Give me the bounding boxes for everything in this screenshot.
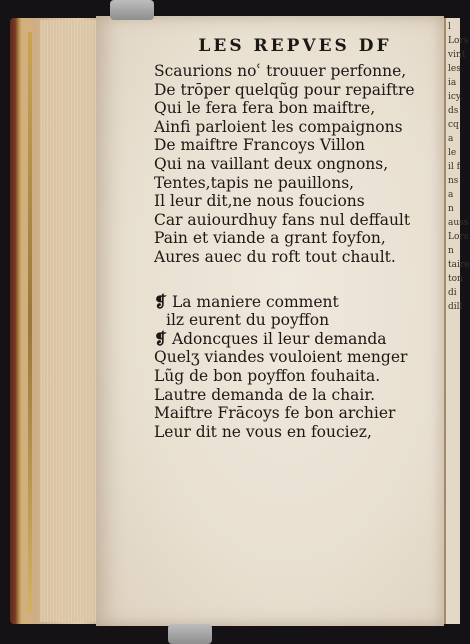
text-line [154,330,422,349]
facing-fragment: les [448,64,461,74]
facing-fragment: n [448,246,454,256]
page-text [154,36,422,441]
facing-fragment: a [448,134,454,144]
text-line: De maiftre Francoys Villon [154,136,366,155]
facing-page-edge [444,18,470,624]
facing-fragment: ton [448,274,463,284]
facing-fragment: Lors [448,36,469,46]
facing-fragment: ns [448,176,459,186]
facing-fragment: dill [448,302,463,312]
running-head: LES REPVES DF [198,36,392,56]
facing-fragment: ia [448,78,457,88]
text-line: Qui na vaillant deux ongnons, [154,154,389,173]
section-heading-line [154,293,422,312]
text-line: Leur dit ne vous en fouciez, [154,422,372,441]
facing-fragment: Lors [448,232,469,242]
facing-fragment: n [448,204,454,214]
page-clip-bottom [168,624,212,644]
text-line: Ainfi parloient les compaignons [154,117,403,136]
section-heading-text: La maniere comment [171,292,339,311]
facing-fragment: a [448,190,454,200]
text-line: Quelʒ viandes vouloient menger [154,348,408,367]
paragraph-mark-icon: ❡ [154,291,167,311]
text-line: Lautre demanda de la chair. [154,385,376,404]
facing-fragment: le [448,148,457,158]
text-line: Lũg de bon poyffon fouhaita. [154,366,381,385]
stanza-gap [154,267,422,293]
facing-fragment: di [448,288,457,298]
facing-fragment: l [448,22,451,32]
page-clip-top [110,0,154,20]
facing-fragment: ds [448,106,459,116]
facing-fragment: taire [448,260,470,270]
text-line: Tentes,tapis ne pauillons, [154,173,355,192]
page-stack-edge [40,20,98,622]
text-line: Il leur dit,ne nous foucions [154,192,365,211]
text-line: Aures auec du roft tout chault. [154,247,396,266]
text-line: Car auiourdhuy fans nul deffault [154,210,411,229]
text-line-content: Adoncques il leur demanda [171,329,387,348]
text-line: Pain et viande a grant foyfon, [154,229,386,248]
section-heading-line: ilz eurent du poyffon [166,311,330,330]
facing-fragment: auss [448,218,469,228]
facing-fragment: il f [448,162,460,172]
facing-fragment: cq [448,120,459,130]
text-line: Maiftre Frācoys fe bon archier [154,404,396,423]
facing-fragment: icy, [448,92,463,102]
paragraph-mark-icon: ❡ [154,328,167,348]
text-line: Scaurions noʿ trouuer perfonne, [154,62,407,80]
text-line: Qui le fera fera bon maiftre, [154,99,376,118]
facing-fragment: vint [448,50,466,60]
text-line: De trōper quelqũg pour repaiftre [154,80,415,99]
